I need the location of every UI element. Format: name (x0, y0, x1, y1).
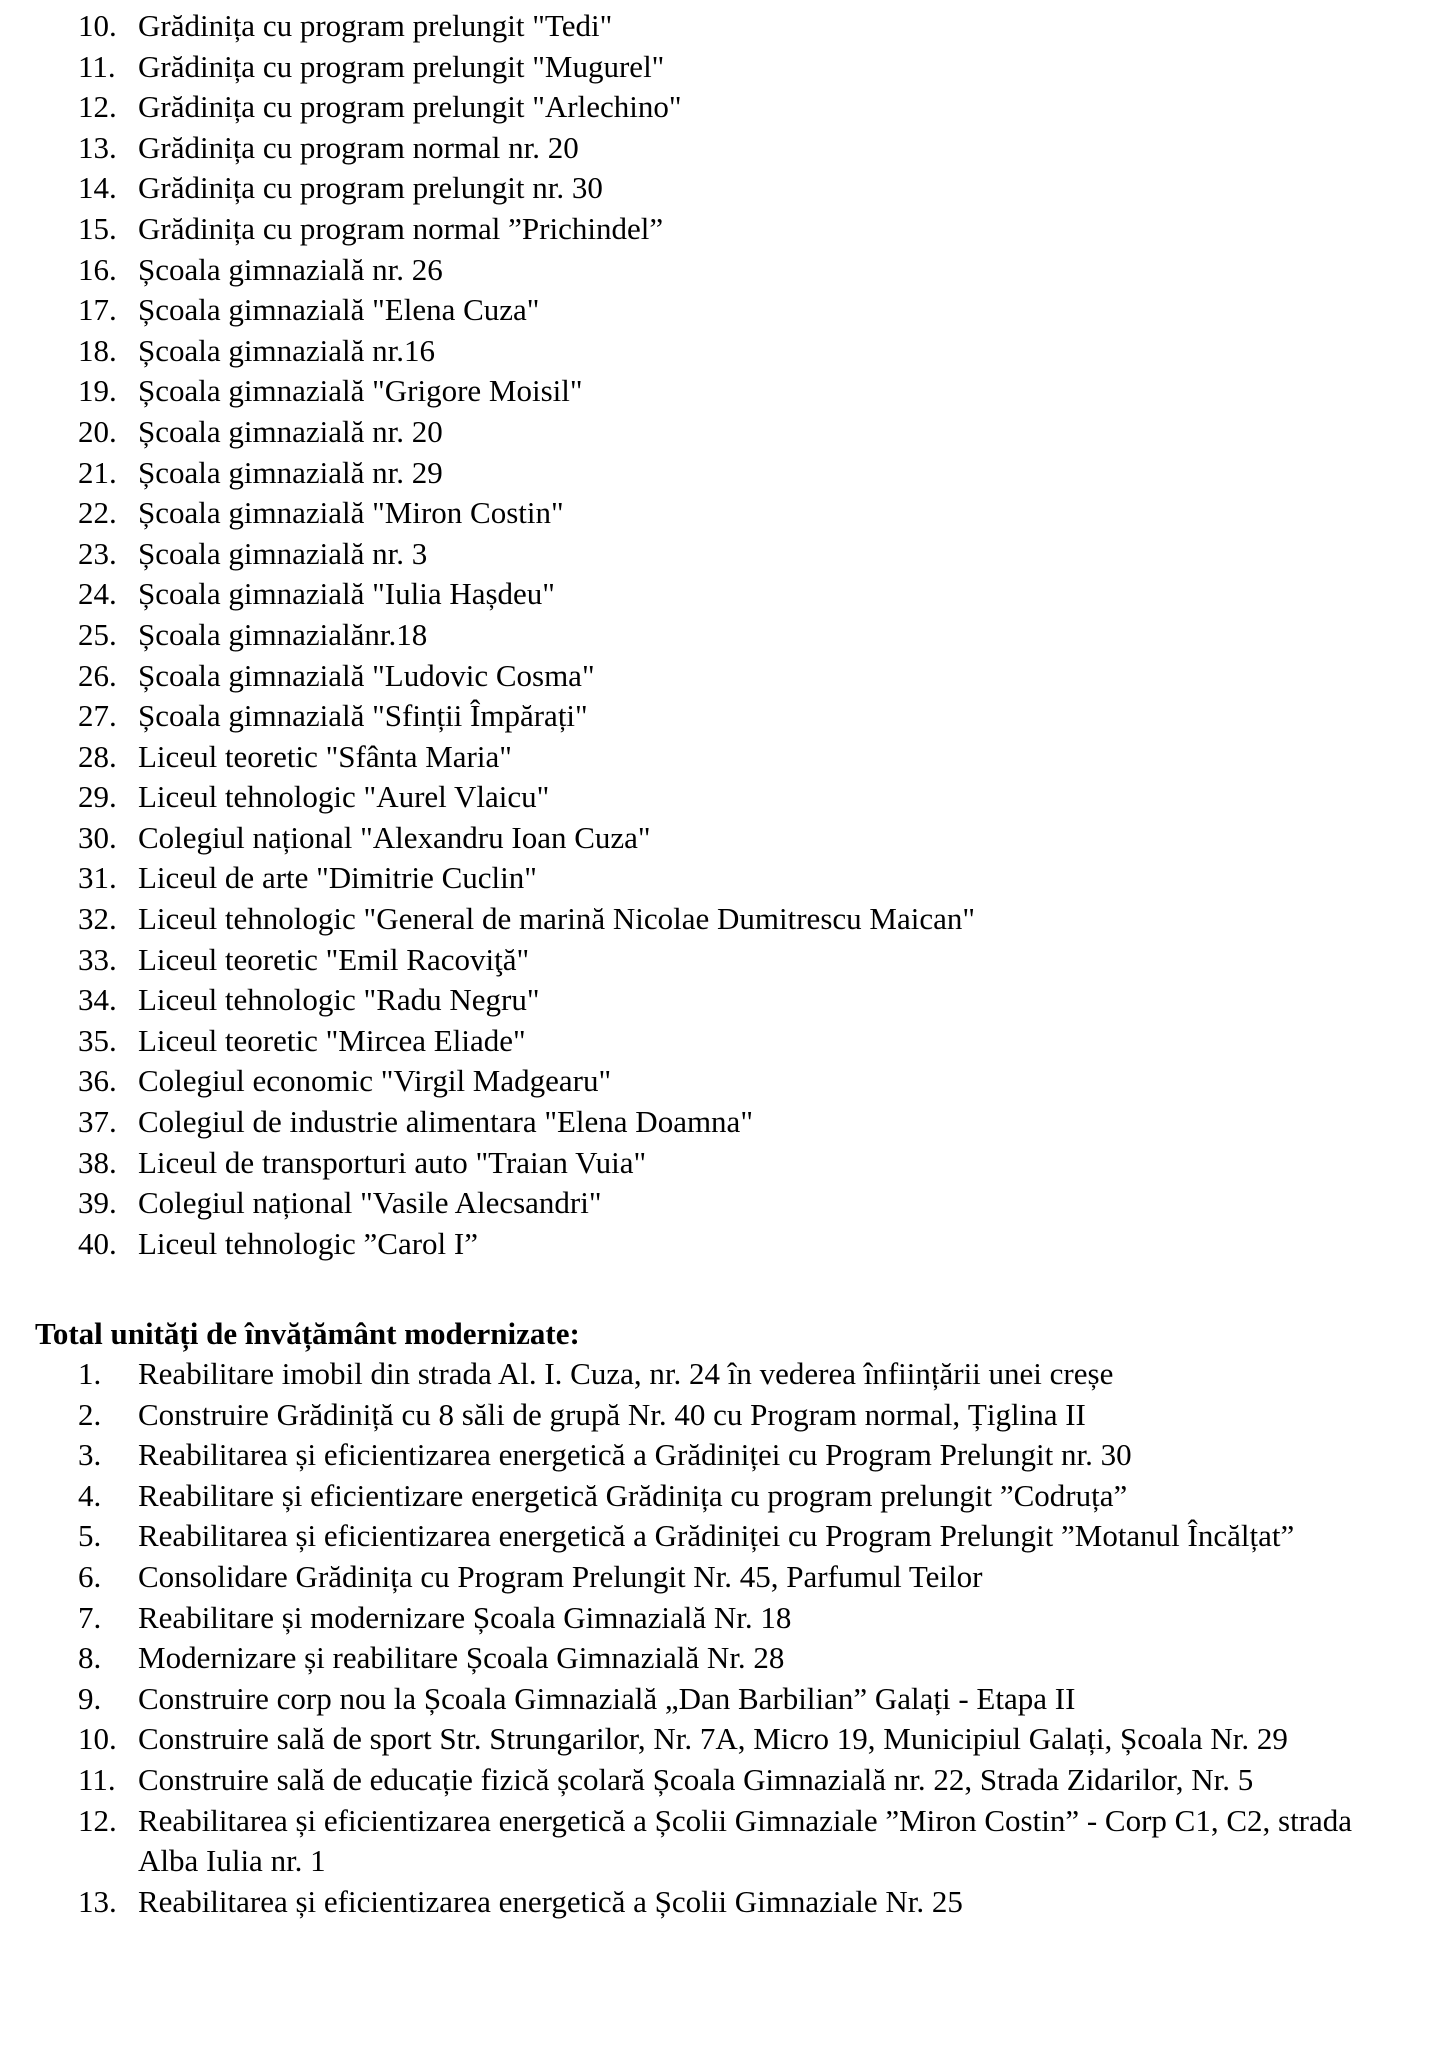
list-item-number: 21. (78, 454, 117, 490)
list-item (0, 1143, 1439, 1184)
list-item (0, 209, 1439, 250)
list-item-number: 24. (78, 576, 117, 612)
list-item-text: Colegiul economic "Virgil Madgearu" (138, 1063, 612, 1099)
list-item (0, 290, 1439, 331)
list-item (0, 47, 1439, 88)
list-item-text: Liceul teoretic "Emil Racoviţă" (138, 941, 530, 977)
list-item-number: 13. (78, 1883, 117, 1919)
list-item (0, 1598, 1439, 1639)
list-item-number: 7. (78, 1599, 102, 1635)
list-item (0, 1719, 1439, 1760)
list-item-text: Reabilitarea și eficientizarea energetică a Școlii Gimnaziale Nr. 25 (138, 1883, 963, 1919)
list-item-number: 2. (78, 1396, 102, 1432)
list-item-text: Liceul tehnologic ”Carol I” (138, 1225, 479, 1261)
list-item-text: Reabilitarea și eficientizarea energetică a Școlii Gimnaziale ”Miron Costin” - Corp C1, C2, strada Alba Iulia nr. 1 (138, 1802, 1353, 1879)
list-item-number: 33. (78, 941, 117, 977)
list-item-number: 11. (78, 1761, 116, 1797)
list-item-text: Liceul tehnologic "Aurel Vlaicu" (138, 779, 550, 815)
list-item-number: 25. (78, 616, 117, 652)
list-item (0, 1638, 1439, 1679)
list-item (0, 656, 1439, 697)
list-item (0, 980, 1439, 1021)
list-item-number: 37. (78, 1104, 117, 1140)
list-item-text: Colegiul național "Alexandru Ioan Cuza" (138, 819, 651, 855)
list-item-text: Reabilitare și modernizare Școala Gimnazială Nr. 18 (138, 1599, 792, 1635)
list-item-text: Liceul tehnologic "Radu Negru" (138, 982, 540, 1018)
list-item-text: Școala gimnazială "Iulia Hașdeu" (138, 576, 555, 612)
list-item-text: Școala gimnazială nr. 29 (138, 454, 443, 490)
list-item (0, 1801, 1439, 1882)
list-item-text: Grădinița cu program normal ”Prichindel” (138, 210, 664, 246)
list-item (0, 1183, 1439, 1224)
list-item-text: Școala gimnazială nr.16 (138, 332, 435, 368)
list-item-number: 19. (78, 373, 117, 409)
list-item-number: 34. (78, 982, 117, 1018)
list-item (0, 940, 1439, 981)
list-item-number: 6. (78, 1558, 102, 1594)
list-item-text: Școala gimnazială nr. 20 (138, 413, 443, 449)
list-item (0, 453, 1439, 494)
list-item-text: Grădinița cu program normal nr. 20 (138, 129, 579, 165)
list-item-number: 9. (78, 1680, 102, 1716)
list-item (0, 331, 1439, 372)
list-item-text: Construire Grădiniță cu 8 săli de grupă Nr. 40 cu Program normal, Țiglina II (138, 1396, 1086, 1432)
list-item-text: Construire sală de educație fizică școlară Școala Gimnazială nr. 22, Strada Zidarilor, Nr. 5 (138, 1761, 1254, 1797)
list-item (0, 1679, 1439, 1720)
list-item-number: 10. (78, 8, 117, 43)
list-item (0, 168, 1439, 209)
list-item (0, 899, 1439, 940)
list-item-number: 13. (78, 129, 117, 165)
list-item (0, 1882, 1439, 1923)
list-item (0, 1102, 1439, 1143)
list-item-number: 20. (78, 413, 117, 449)
list-item-number: 30. (78, 819, 117, 855)
list-item (0, 818, 1439, 859)
list-item-number: 36. (78, 1063, 117, 1099)
list-item-number: 17. (78, 292, 117, 328)
list-item-text: Grădinița cu program prelungit "Tedi" (138, 8, 613, 43)
list-item-number: 8. (78, 1640, 102, 1676)
list-item-number: 32. (78, 901, 117, 937)
list-item (0, 493, 1439, 534)
list-item-text: Liceul teoretic "Sfânta Maria" (138, 738, 512, 774)
list-item-text: Construire sală de sport Str. Strungarilor, Nr. 7A, Micro 19, Municipiul Galați, Școala Nr. 29 (138, 1721, 1288, 1757)
list-item-text: Școala gimnazială "Elena Cuza" (138, 292, 540, 328)
list-item-text: Reabilitare și eficientizare energetică Grădinița cu program prelungit ”Codruța” (138, 1477, 1128, 1513)
list-item (0, 1061, 1439, 1102)
list-item-number: 27. (78, 698, 117, 734)
list-item-text: Școala gimnazială "Sfinții Împărați" (138, 698, 588, 734)
list-item-number: 38. (78, 1144, 117, 1180)
list-item (0, 1557, 1439, 1598)
list-item-text: Școala gimnazialănr.18 (138, 616, 428, 652)
list-item (0, 128, 1439, 169)
list-item-text: Liceul de arte "Dimitrie Cuclin" (138, 860, 537, 896)
list-item-text: Școala gimnazială "Ludovic Cosma" (138, 657, 595, 693)
list-item (0, 858, 1439, 899)
list-item (0, 371, 1439, 412)
list-item-text: Reabilitarea și eficientizarea energetică a Grădiniței cu Program Prelungit nr. 30 (138, 1437, 1132, 1473)
list-item (0, 1516, 1439, 1557)
list-item-number: 18. (78, 332, 117, 368)
list-item-text: Grădinița cu program prelungit nr. 30 (138, 170, 603, 206)
list-item-number: 28. (78, 738, 117, 774)
list-item-text: Colegiul național "Vasile Alecsandri" (138, 1185, 602, 1221)
list-item-text: Școala gimnazială nr. 3 (138, 535, 428, 571)
list-item (0, 87, 1439, 128)
list-item-number: 29. (78, 779, 117, 815)
list-item (0, 1021, 1439, 1062)
list-item-number: 35. (78, 1022, 117, 1058)
list-item (0, 1354, 1439, 1395)
list-item-text: Consolidare Grădinița cu Program Prelungit Nr. 45, Parfumul Teilor (138, 1558, 983, 1594)
list-item-text: Liceul de transporturi auto "Traian Vuia" (138, 1144, 647, 1180)
list-item (0, 1224, 1439, 1265)
list-item-text: Grădinița cu program prelungit "Mugurel" (138, 48, 665, 84)
list-item-number: 12. (78, 89, 117, 125)
list-item-number: 12. (78, 1802, 117, 1838)
section-heading: Total unități de învățământ modernizate: (35, 1316, 580, 1351)
list-item (0, 737, 1439, 778)
list-item-text: Grădinița cu program prelungit "Arlechino" (138, 89, 682, 125)
list-item (0, 1435, 1439, 1476)
list-item (0, 1395, 1439, 1436)
modernized-units-list (0, 1354, 1439, 1922)
list-item-text: Modernizare și reabilitare Școala Gimnazială Nr. 28 (138, 1640, 785, 1676)
list-item-text: Liceul tehnologic "General de marină Nicolae Dumitrescu Maican" (138, 901, 975, 937)
list-item (0, 412, 1439, 453)
list-item-number: 23. (78, 535, 117, 571)
list-item (0, 696, 1439, 737)
list-item (0, 1476, 1439, 1517)
list-item-text: Construire corp nou la Școala Gimnazială „Dan Barbilian” Galați - Etapa II (138, 1680, 1076, 1716)
list-item-text: Școala gimnazială "Grigore Moisil" (138, 373, 583, 409)
list-item-text: Școala gimnazială "Miron Costin" (138, 495, 564, 531)
list-item-number: 5. (78, 1518, 102, 1554)
list-item-number: 22. (78, 495, 117, 531)
list-item-text: Colegiul de industrie alimentara "Elena Doamna" (138, 1104, 753, 1140)
list-item-text: Reabilitarea și eficientizarea energetică a Grădiniței cu Program Prelungit ”Motanul Încălțat” (138, 1518, 1295, 1554)
list-item-number: 40. (78, 1225, 117, 1261)
list-item (0, 6, 1439, 47)
list-item-number: 3. (78, 1437, 102, 1473)
list-item-text: Reabilitare imobil din strada Al. I. Cuza, nr. 24 în vederea înființării unei creșe (138, 1356, 1114, 1391)
list-item-number: 1. (78, 1356, 102, 1391)
list-item-number: 14. (78, 170, 117, 206)
list-item (0, 1760, 1439, 1801)
list-item-number: 4. (78, 1477, 102, 1513)
list-item-number: 26. (78, 657, 117, 693)
list-item (0, 250, 1439, 291)
list-item-number: 31. (78, 860, 117, 896)
list-item-text: Școala gimnazială nr. 26 (138, 251, 443, 287)
list-item (0, 534, 1439, 575)
list-item-number: 10. (78, 1721, 117, 1757)
list-item-number: 39. (78, 1185, 117, 1221)
units-list (0, 6, 1439, 1264)
list-item (0, 574, 1439, 615)
list-item-number: 15. (78, 210, 117, 246)
list-item-number: 11. (78, 48, 116, 84)
list-item (0, 777, 1439, 818)
list-item (0, 615, 1439, 656)
list-item-text: Liceul teoretic "Mircea Eliade" (138, 1022, 526, 1058)
list-item-number: 16. (78, 251, 117, 287)
